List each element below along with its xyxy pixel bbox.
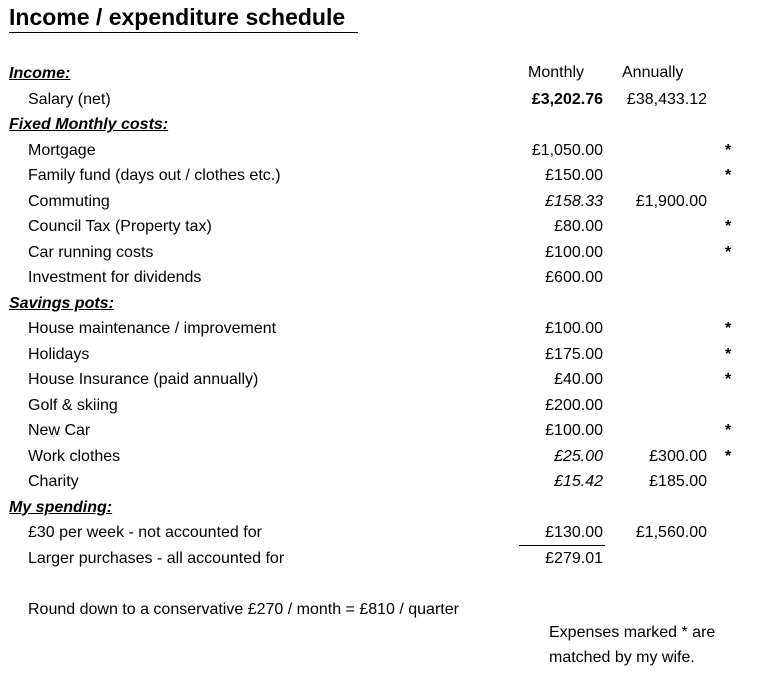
table-row: [0, 546, 758, 571]
section-heading: Income:: [9, 65, 71, 82]
row-label: Mortgage: [28, 141, 96, 159]
monthly-value: £40.00: [554, 371, 603, 388]
row-label: Commuting: [28, 192, 110, 210]
row-label: Car running costs: [28, 243, 154, 261]
matched-marker: *: [725, 320, 732, 337]
sum-rule: [519, 545, 605, 546]
section-heading: Fixed Monthly costs:: [9, 116, 169, 133]
row-label: Holidays: [28, 345, 90, 363]
row-label: Larger purchases - all accounted for: [28, 549, 285, 567]
section-row: [0, 291, 758, 316]
row-label: Investment for dividends: [28, 269, 202, 286]
row-label: Council Tax (Property tax): [28, 218, 212, 235]
annual-value: £1,560.00: [635, 524, 707, 541]
monthly-value: £3,202.76: [531, 90, 603, 108]
section-row: [0, 61, 758, 86]
row-label: £30 per week - not accounted for: [28, 524, 262, 541]
section-row: [0, 495, 758, 520]
row-label: Family fund (days out / clothes etc.): [28, 167, 281, 184]
monthly-value: £100.00: [545, 422, 603, 439]
monthly-value: £279.01: [545, 549, 603, 567]
monthly-value: £1,050.00: [531, 141, 603, 159]
row-label: House Insurance (paid annually): [28, 371, 259, 388]
matched-marker: *: [725, 422, 732, 439]
table-row: [0, 265, 758, 290]
matched-marker: *: [725, 371, 732, 388]
table-row: [0, 393, 758, 418]
monthly-value: £200.00: [545, 396, 603, 414]
monthly-value: £130.00: [545, 524, 603, 541]
monthly-value: £25.00: [554, 447, 603, 465]
table-row: [0, 418, 758, 443]
matched-marker: *: [725, 167, 732, 184]
monthly-value: £175.00: [545, 345, 603, 363]
row-label: Salary (net): [28, 90, 111, 108]
annual-value: £185.00: [649, 473, 707, 490]
table-row: [0, 240, 758, 265]
annual-value: £300.00: [649, 447, 707, 465]
table-row: [0, 138, 758, 163]
section-heading: My spending:: [9, 498, 113, 516]
footnote-line-1: Expenses marked * are: [549, 624, 716, 641]
column-header-monthly: Monthly: [528, 64, 585, 81]
table-row: [0, 469, 758, 494]
annual-value: £38,433.12: [626, 90, 707, 108]
monthly-value: £80.00: [554, 218, 603, 235]
table-row: [0, 87, 758, 112]
page-title: Income / expenditure schedule: [9, 4, 346, 30]
table-row: [0, 342, 758, 367]
row-label: Golf & skiing: [28, 396, 118, 414]
matched-marker: *: [725, 218, 732, 235]
table-row: [0, 316, 758, 341]
row-label: House maintenance / improvement: [28, 320, 277, 337]
column-header-annually: Annually: [622, 64, 684, 81]
title-underline: [9, 32, 358, 33]
footnote-line-2: matched by my wife.: [549, 649, 695, 666]
monthly-value: £158.33: [545, 192, 603, 210]
annual-value: £1,900.00: [635, 192, 707, 210]
table-row: [0, 214, 758, 239]
matched-marker: *: [725, 141, 732, 159]
row-label: Charity: [28, 473, 79, 490]
monthly-value: £150.00: [545, 167, 603, 184]
table-row: [0, 444, 758, 469]
table-row: [0, 367, 758, 392]
summary-note: Round down to a conservative £270 / month = £810 / quarter: [28, 601, 459, 618]
row-label: New Car: [28, 422, 91, 439]
monthly-value: £100.00: [545, 320, 603, 337]
footnote: [549, 620, 715, 670]
monthly-value: £600.00: [545, 269, 603, 286]
matched-marker: *: [725, 447, 732, 465]
monthly-value: £15.42: [554, 473, 603, 490]
monthly-value: £100.00: [545, 243, 603, 261]
matched-marker: *: [725, 345, 732, 363]
section-row: [0, 112, 758, 137]
row-label: Work clothes: [28, 447, 121, 465]
table-row: [0, 163, 758, 188]
table-row: [0, 189, 758, 214]
table-row: [0, 520, 758, 545]
section-heading: Savings pots:: [9, 294, 114, 312]
matched-marker: *: [725, 243, 732, 261]
